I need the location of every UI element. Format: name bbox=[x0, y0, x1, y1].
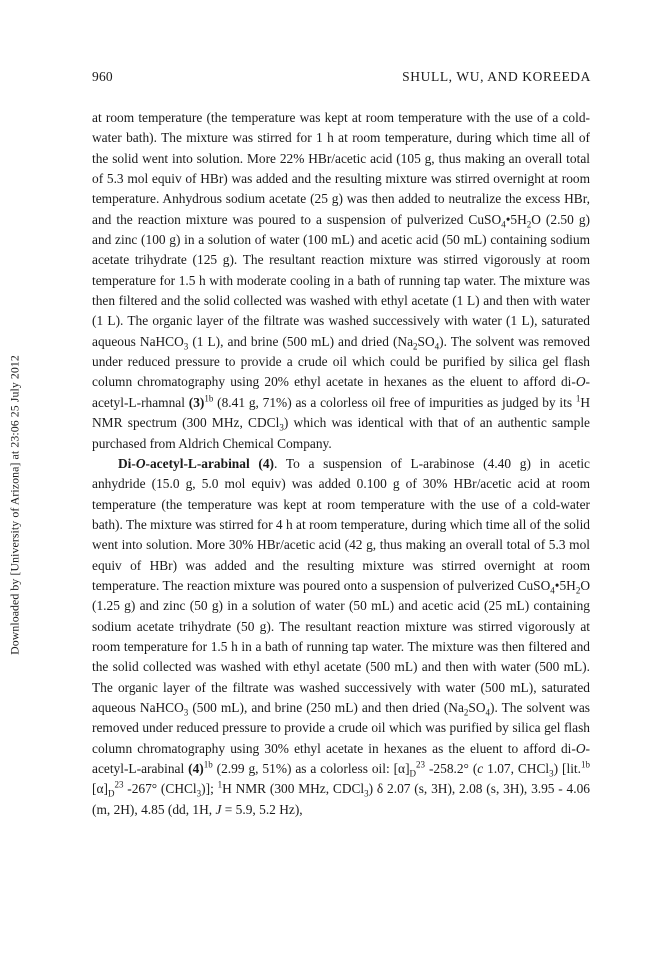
text-run: SO bbox=[468, 699, 486, 715]
subscript: 4 bbox=[550, 585, 555, 596]
paragraph-rhamnal-procedure bbox=[92, 108, 590, 454]
subscript: 2 bbox=[413, 341, 418, 352]
text-run: . To a suspension of L-arabinose (4.40 g) in acetic anhydride (15.0 g, 5.0 mol equiv) was added 0.100 g of 30% HBr/acetic acid at room temperature (the temperature was kept at room temperature with the use of a cold-water bath). The mixture was stirred for 4 h at room temperature, during which time all of the solid went into solution. More 30% HBr/acetic acid (42 g, thus making an overall total of 5.3 mol equiv of HBr) was added and the resulting mixture was stirred overnight at room temperature. The reaction mixture was poured onto a suspension of pulverized CuSO bbox=[92, 455, 591, 593]
italic-run: O bbox=[575, 374, 586, 390]
text-run: O (1.25 g) and zinc (50 g) in a solution of water (50 mL) and acetic acid (25 mL) containing sodium acetate trihydrate (50 g). The resultant reaction mixture was stirred vigorously at room temperature for 1.5 h in a bath of running tap water. The mixture was then filtered and the solid collected was washed with ethyl acetate (500 mL) and then with water (500 mL). The organic layer of the filtrate was washed successively with water (500 mL), saturated aqueous NaHCO bbox=[92, 577, 590, 715]
download-notice-text: Downloaded by [University of Arizona] at 23:06 25 July 2012 bbox=[7, 355, 22, 655]
subscript: 4 bbox=[434, 341, 440, 352]
superscript: 23 bbox=[114, 779, 124, 790]
page-number: 960 bbox=[92, 69, 113, 84]
superscript: 1 bbox=[575, 393, 581, 404]
subscript: 3 bbox=[196, 789, 202, 800]
reference-superscript: 1b bbox=[203, 759, 213, 770]
subscript: D bbox=[409, 768, 417, 779]
italic-run: c bbox=[477, 761, 484, 776]
subscript: 2 bbox=[575, 585, 581, 596]
text-run: ) which was identical with that of an authentic sample purchased from Aldrich Chemical Company. bbox=[92, 415, 590, 451]
text-run: ) [lit. bbox=[553, 761, 581, 776]
text-run: [α] bbox=[92, 781, 108, 797]
subscript: 3 bbox=[549, 768, 554, 779]
subscript: 3 bbox=[364, 789, 369, 800]
text-run: H NMR (300 MHz, CDCl bbox=[222, 781, 365, 797]
subscript: 2 bbox=[526, 219, 532, 230]
article-body bbox=[92, 108, 590, 820]
subscript: 3 bbox=[183, 707, 189, 718]
italic-run: O bbox=[575, 740, 586, 756]
superscript: 23 bbox=[416, 759, 426, 770]
text-run: -267° (CHCl bbox=[123, 781, 197, 797]
text-run: O (2.50 g) and zinc (100 g) in a solution of water (100 mL) and acetic acid (50 mL) containing sodium acetate trihydrate (125 g). The resultant reaction mixture was stirred vigorously at room temperature for 1.5 h with moderate cooling in a bath of running tap water. The mixture was then filtered and the solid collected was washed with ethyl acetate (1 L) and then with water (1 L). The organic layer of the filtrate was washed successively with water (1 L), saturated aqueous NaHCO bbox=[92, 211, 590, 349]
text-run: at room temperature (the temperature was kept at room temperature with the use of a cold-water bath). The mixture was stirred for 1 h at room temperature, during which time all of the solid went into solution. More 22% HBr/acetic acid (105 g, thus making an overall total of 5.3 mol equiv of HBr) was added and the resulting mixture was stirred overnight at room temperature. Anhydrous sodium acetate (25 g) was then added to neutralize the excess HBr, and the reaction mixture was poured to a suspension of pulverized CuSO bbox=[92, 110, 590, 227]
text-run: ). The solvent was removed under reduced pressure to provide a crude oil which was purified by silica gel flash column chromatography using 30% ethyl acetate in hexanes as the eluent to afford di- bbox=[92, 699, 590, 756]
running-head: SHULL, WU, AND KOREEDA bbox=[402, 69, 591, 84]
italic-run: J bbox=[215, 801, 222, 817]
text-run: )]; bbox=[201, 781, 218, 797]
download-notice-sidebar bbox=[6, 305, 24, 705]
heading-italic-run: O bbox=[135, 455, 146, 471]
text-run: (500 mL), and brine (250 mL) and then dried (Na bbox=[188, 699, 464, 715]
text-run: SO bbox=[417, 333, 435, 349]
text-run: H NMR spectrum (300 MHz, CDCl bbox=[92, 394, 590, 431]
text-run: ). The solvent was removed under reduced pressure to provide a crude oil which could be purified by silica gel flash column chromatography using 20% ethyl acetate in hexanes as the eluent to afford di- bbox=[92, 333, 590, 390]
heading-run: Di- bbox=[118, 455, 136, 471]
text-run: (2.99 g, 51%) as a colorless oil: [α] bbox=[212, 761, 410, 776]
text-run: -258.2° ( bbox=[425, 761, 478, 776]
paragraph-arabinal-procedure bbox=[92, 454, 590, 820]
text-run: 1.07, CHCl bbox=[483, 761, 550, 776]
text-run: •5H bbox=[505, 211, 527, 227]
subscript: 3 bbox=[183, 341, 189, 352]
text-run: -acetyl-L-arabinal bbox=[92, 740, 590, 776]
section-heading bbox=[118, 456, 274, 471]
subscript: 2 bbox=[463, 707, 469, 718]
compound-number: (3) bbox=[188, 394, 205, 410]
subscript: 3 bbox=[279, 422, 284, 433]
superscript: 1 bbox=[217, 779, 223, 790]
compound-number: (4) bbox=[188, 761, 204, 776]
reference-superscript: 1b bbox=[204, 393, 214, 404]
text-run: ) δ 2.07 (s, 3H), 2.08 (s, 3H), 3.95 - 4.06 (m, 2H), 4.85 (dd, 1H, bbox=[92, 781, 590, 817]
text-run: •5H bbox=[554, 577, 576, 593]
reference-superscript: 1b bbox=[581, 759, 590, 770]
subscript: D bbox=[107, 789, 115, 800]
text-run: -acetyl-L-rhamnal bbox=[92, 374, 590, 410]
text-run: (8.41 g, 71%) as a colorless oil free of impurities as judged by its bbox=[213, 394, 576, 410]
text-run: (1 L), and brine (500 mL) and dried (Na bbox=[188, 333, 414, 349]
text-run: = 5.9, 5.2 Hz), bbox=[221, 801, 303, 817]
heading-run: -acetyl-L-arabinal (4) bbox=[145, 455, 274, 471]
subscript: 4 bbox=[501, 219, 506, 230]
subscript: 4 bbox=[485, 707, 491, 718]
